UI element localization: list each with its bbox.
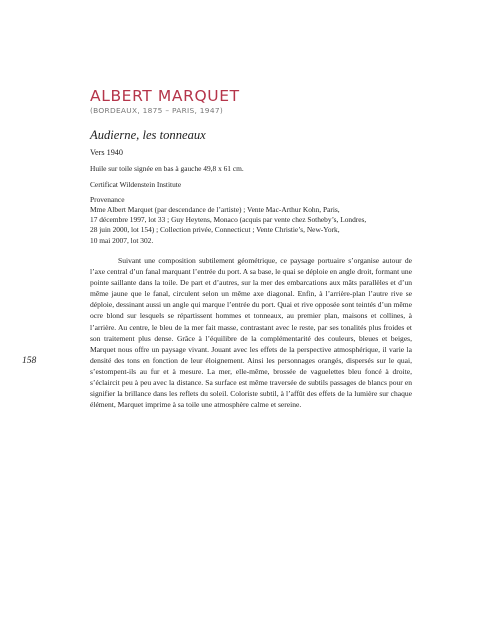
page-number: 158 xyxy=(22,356,37,366)
provenance-line: 10 mai 2007, lot 302. xyxy=(90,235,154,245)
description-paragraph: Suivant une composition subtilement géométrique, ce paysage portuaire s’organise autour de l’axe central d’un fanal marquant l’entrée du port. A sa base, le quai se déploie en angle droit, formant une pointe saillante dans la toile. De part et d’autres, sur la mer des embarcations aux mâts parallèles et d’un même jaune que le fanal, circulent selon un même axe diagonal. Enfin, à l’arrière-plan l’autre rive se déploie, dessinant aussi un angle qui marque l’entrée du port. Quai et rive opposée sont teintés d’un même ocre blond sur lesquels se répartissent hommes et tonneaux, au premier plan, maisons et collines, à l’arrière. Au centre, le bleu de la mer fait masse, contrastant avec le reste, par ses tonalités plus froides et son traitement plus dense. Grâce à l’équilibre de la complémentarité des couleurs, bleues et beiges, Marquet nous offre un paysage vivant. Jouant avec les effets de la perspective atmosphérique, il varie la densité des tons en fonction de leur éloignement. Ainsi les personnages orangés, dispersés sur le quai, s’estompent-ils au fur et à mesure. La mer, elle-même, brossée de vaguelettes bleu foncé à droite, s’éclaircit peu à peu avec la distance. Sa surface est même traversée de subtils passages de blancs pour en signifier la brillance dans les reflets du soleil. Coloriste subtil, à l’affût des effets de la lumière sur chaque élément, Marquet imprime à sa toile une atmosphère calme et sereine. xyxy=(90,256,412,410)
provenance-heading: Provenance xyxy=(90,195,125,204)
provenance-text xyxy=(90,205,366,246)
work-medium: Huile sur toile signée en bas à gauche 49,8 x 61 cm. xyxy=(90,164,244,173)
provenance-line: 17 décembre 1997, lot 33 ; Guy Heytens, Monaco (acquis par vente chez Sotheby’s, Londres, xyxy=(90,215,367,225)
artist-name: ALBERT MARQUET xyxy=(90,87,240,105)
work-certificate: Certificat Wildenstein Institute xyxy=(90,180,182,189)
provenance-line: Mme Albert Marquet (par descendance de l’artiste) ; Vente Mac-Arthur Kohn, Paris, xyxy=(90,205,340,214)
provenance-line: 28 juin 2000, lot 154) ; Collection privée, Connecticut ; Vente Christie’s, New-York, xyxy=(90,225,340,235)
work-date: Vers 1940 xyxy=(90,148,123,157)
artist-dates: (BORDEAUX, 1875 – PARIS, 1947) xyxy=(90,106,224,115)
work-title: Audierne, les tonneaux xyxy=(90,128,206,142)
